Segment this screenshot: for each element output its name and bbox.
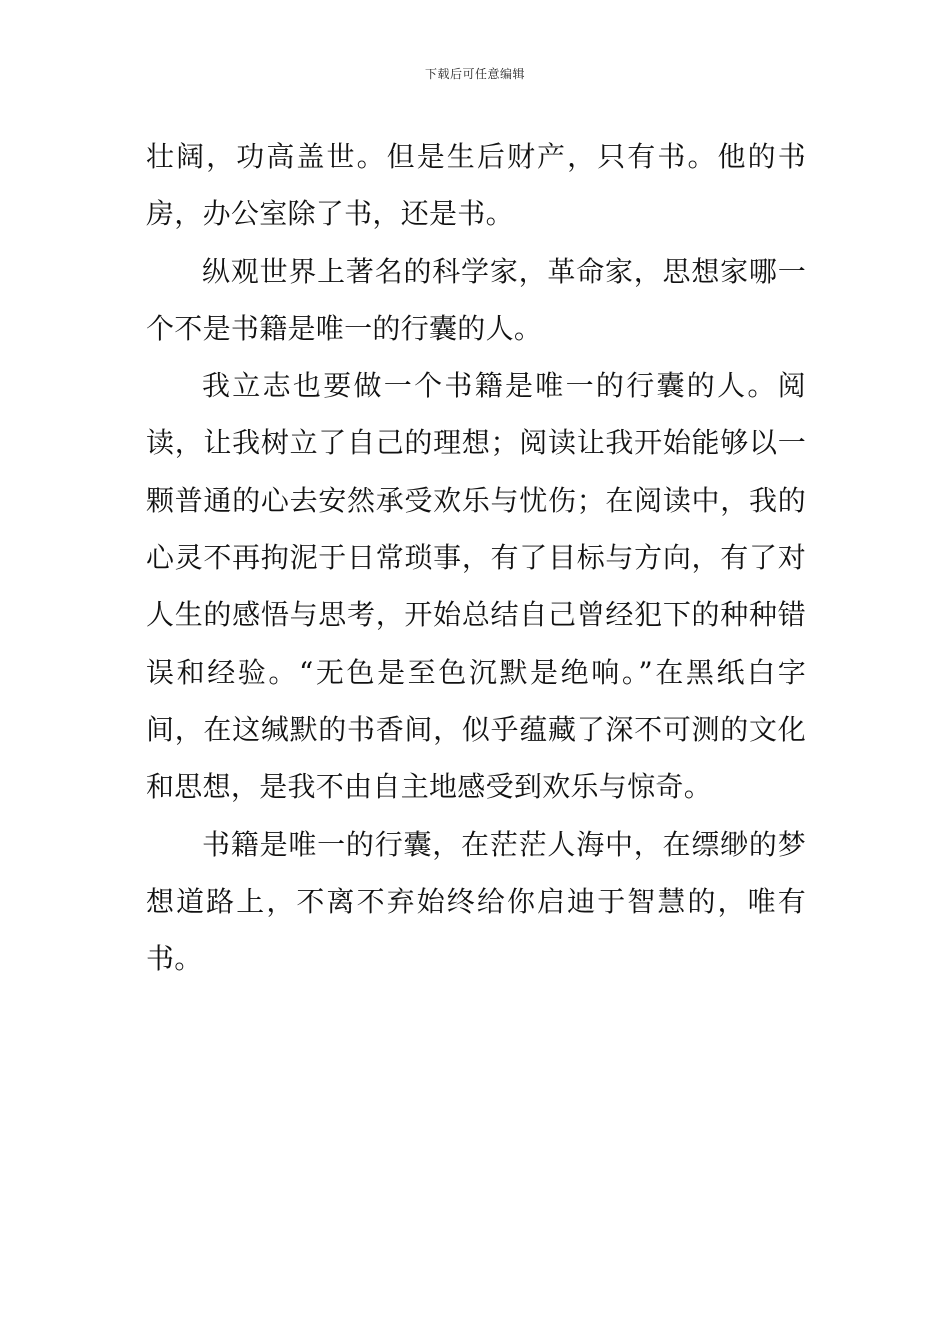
document-body (146, 128, 806, 987)
paragraph-3: 我立志也要做一个书籍是唯一的行囊的人。阅读，让我树立了自己的理想；阅读让我开始能够以一颗普通的心去安然承受欢乐与忧伤；在阅读中，我的心灵不再拘泥于日常琐事，有了目标与方向，有了对人生的感悟与思考，开始总结自己曾经犯下的种种错误和经验。“无色是至色沉默是绝响。”在黑纸白字间，在这缄默的书香间，似乎蕴藏了深不可测的文化和思想，是我不由自主地感受到欢乐与惊奇。 (146, 369, 806, 804)
paragraph-4: 书籍是唯一的行囊，在茫茫人海中，在缥缈的梦想道路上，不离不弃始终给你启迪于智慧的，唯有书。 (146, 827, 806, 976)
page-header: 下载后可任意编辑 (424, 67, 525, 81)
paragraph-1: 壮阔，功高盖世。但是生后财产，只有书。他的书房，办公室除了书，还是书。 (146, 140, 806, 231)
paragraph-2: 纵观世界上著名的科学家，革命家，思想家哪一个不是书籍是唯一的行囊的人。 (146, 254, 806, 345)
